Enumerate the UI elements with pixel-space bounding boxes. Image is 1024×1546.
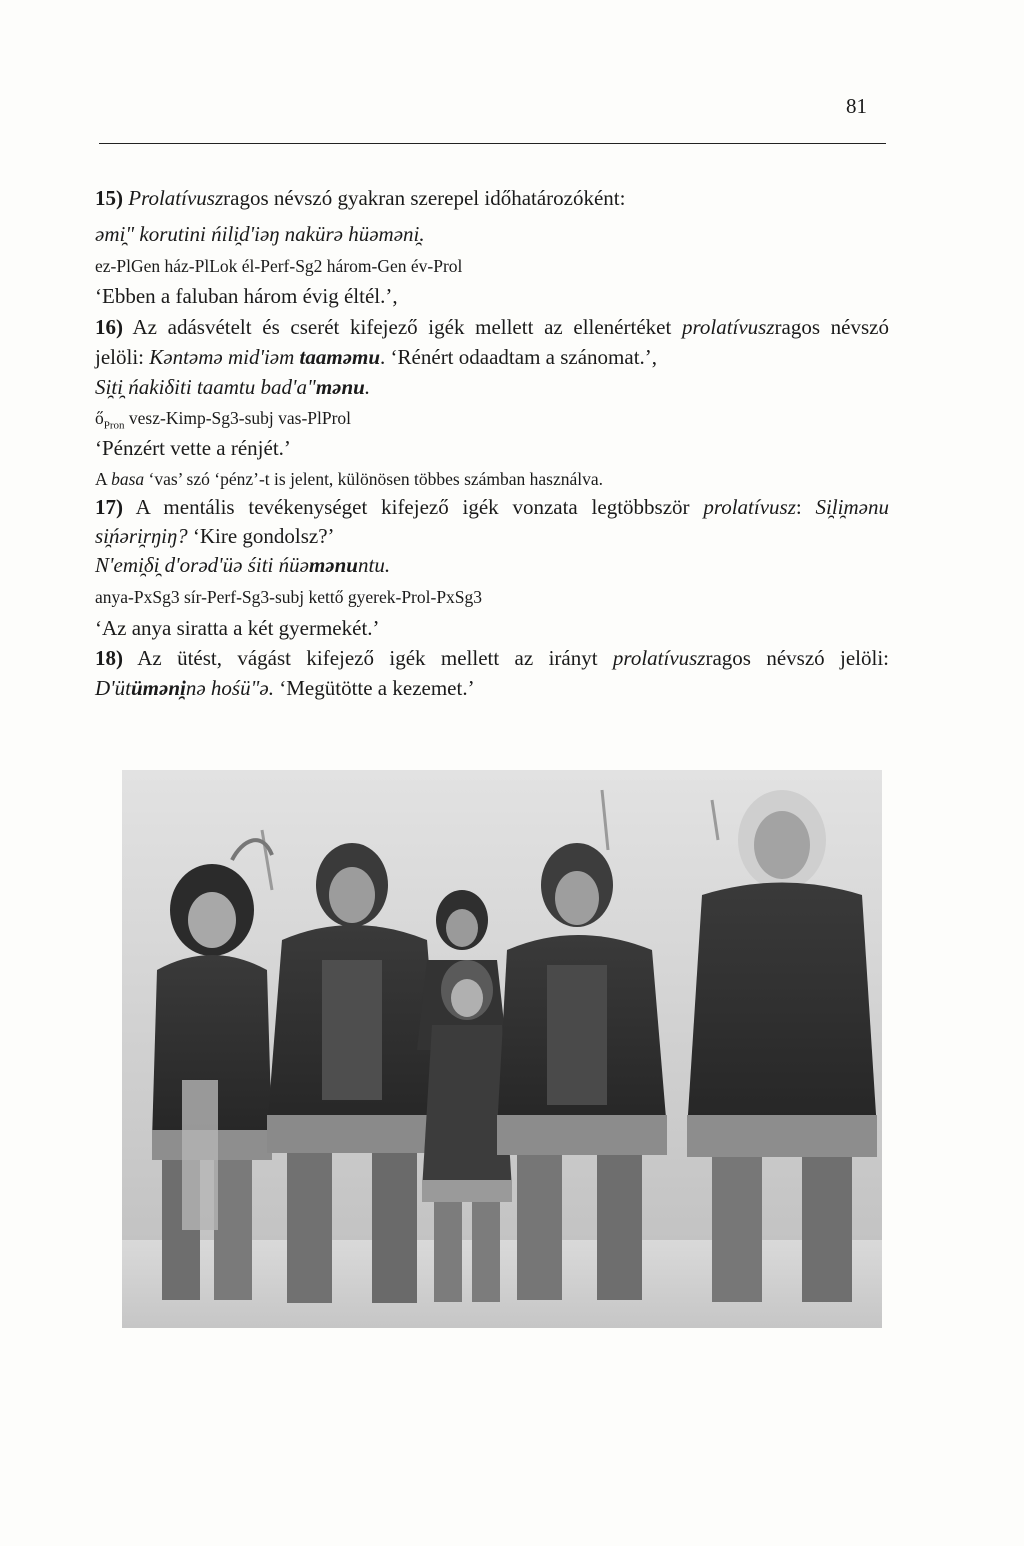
ex16-line1-rest: ragos névszó xyxy=(774,315,889,339)
ex17-line1-text: A mentális tevékenységet kifejező igék vonzata legtöbbször xyxy=(135,495,704,519)
ex16-note xyxy=(95,469,603,490)
ex16-gloss-sub: Pron xyxy=(103,419,125,432)
ex16-example-a: Si̯ti̯ ńakiδiti taamtu bad'a" xyxy=(95,375,316,399)
ex15-heading xyxy=(95,186,625,211)
ex18-line1-rest: ragos névszó jelöli: xyxy=(705,646,890,670)
ex17-line2-rest: ‘Kire gondolsz?’ xyxy=(187,524,335,548)
ex17-example-c: ntu. xyxy=(357,553,391,577)
header-rule xyxy=(99,143,886,144)
ex17-example-a: N'emi̯δi̯ d'orəd'üə śiti ńüə xyxy=(95,553,309,577)
ex18-line2-bold-italic: üməni̯ xyxy=(131,676,186,700)
ex17-translation: ‘Az anya siratta a két gyermekét.’ xyxy=(95,616,380,640)
ex18-line1-text: Az ütést, vágást kifejező igék mellett az irányt xyxy=(137,646,613,670)
ex16-note-b: ‘vas’ szó ‘pénz’-t is jelent, különösen többes számban használva. xyxy=(144,469,604,489)
ex18-number: 18) xyxy=(95,646,123,670)
ex15-gloss: ez-PlGen ház-PlLok él-Perf-Sg2 három-Gen év-Prol xyxy=(95,256,463,276)
ex17-line1-italic2: Si̯li̯mənu xyxy=(815,495,889,519)
ex15-example: əmi̯" korutini ńili̯d'iəŋ nakürə hüəməni̯. xyxy=(95,222,425,246)
ex16-example xyxy=(95,375,370,400)
ex16-gloss xyxy=(95,408,351,432)
ex17-line1-italic: prolatívusz xyxy=(703,495,796,519)
ex17-number: 17) xyxy=(95,495,123,519)
ex18-line2 xyxy=(95,676,475,701)
ex16-example-b: mənu xyxy=(315,375,365,399)
ex17-line2 xyxy=(95,524,335,549)
ex16-line2-italic: Kəntəmə mid'iəm xyxy=(149,345,300,369)
ex17-line2-italic: si̯ńəri̯rŋiŋ? xyxy=(95,524,188,548)
ex16-line1-text: Az adásvételt és cserét kifejező igék mellett az ellenértéket xyxy=(132,315,682,339)
ex18-line1-italic: prolatívusz xyxy=(612,646,706,670)
ex16-line2-bold-italic: taaməmu xyxy=(299,345,381,369)
group-photograph xyxy=(122,770,882,1328)
ex18-line2-rest: ‘Megütötte a kezemet.’ xyxy=(274,676,475,700)
ex18-line1 xyxy=(95,646,889,671)
ex16-translation: ‘Pénzért vette a rénjét.’ xyxy=(95,436,291,460)
ex16-note-italic: basa xyxy=(111,469,145,489)
ex15-head-italic: Prolatívusz xyxy=(128,186,224,210)
photo-drawing xyxy=(122,770,882,1328)
ex16-line1 xyxy=(95,315,889,340)
ex17-gloss: anya-PxSg3 sír-Perf-Sg3-subj kettő gyerek-Prol-PxSg3 xyxy=(95,587,483,607)
ex16-gloss-b: vesz-Kimp-Sg3-subj vas-PlProl xyxy=(124,408,352,428)
ex17-example-b: mənu xyxy=(308,553,358,577)
ex16-line2 xyxy=(95,345,657,370)
ex16-line1-italic: prolatívusz xyxy=(681,315,775,339)
ex15-head-rest: ragos névszó gyakran szerepel időhatározóként: xyxy=(223,186,626,210)
ex18-line2-italic-b: nə hośü"ə. xyxy=(185,676,274,700)
ex16-note-a: A xyxy=(95,469,112,489)
ex15-number: 15) xyxy=(95,186,123,210)
ex16-number: 16) xyxy=(95,315,123,339)
ex15-translation: ‘Ebben a faluban három évig éltél.’, xyxy=(95,284,398,308)
ex17-example xyxy=(95,553,390,578)
page-number: 81 xyxy=(846,94,867,118)
ex17-line1 xyxy=(95,495,889,520)
ex17-line1-colon: : xyxy=(795,495,816,519)
ex18-line2-italic-a: D'üt xyxy=(95,676,131,700)
ex16-example-c: . xyxy=(364,375,371,399)
ex16-line2-text: jelöli: xyxy=(95,345,150,369)
ex16-line2-rest: . ‘Rénért odaadtam a szánomat.’, xyxy=(380,345,658,369)
ex16-gloss-a: ő xyxy=(95,408,104,428)
